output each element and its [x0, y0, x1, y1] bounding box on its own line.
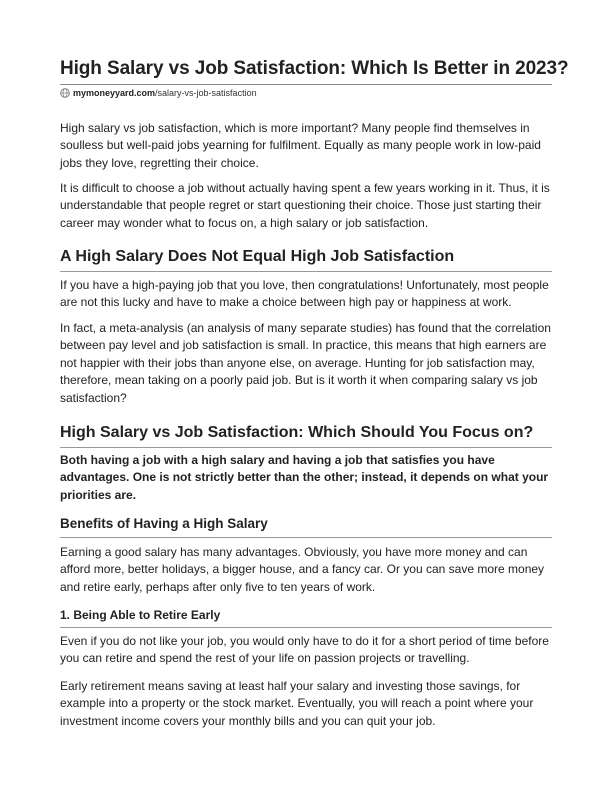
- intro-paragraph-1: High salary vs job satisfaction, which is more important? Many people find themselves in soulless but well-paid jobs yearning for fulfilment. Equally as many people work in low-paid jobs they love, regretting their choice.: [60, 121, 541, 170]
- section-heading: A High Salary Does Not Equal High Job Satisfaction: [60, 248, 455, 265]
- section2-summary: Both having a job with a high salary and having a job that satisfies you have advantages. One is not strictly better than the other; instead, it depends on what your priorities are.: [60, 453, 549, 502]
- section-divider: [60, 447, 552, 448]
- intro-paragraph-2: It is difficult to choose a job without actually having spent a few years working in it. Thus, it is understandable that people regret or start questioning their choice. Those just starting their career may wonder what to focus on, a high salary or job satisfaction.: [60, 181, 550, 230]
- section1-paragraph-1: If you have a high-paying job that you love, then congratulations! Unfortunately, most people are not this lucky and have to make a choice between high pay or happiness at work.: [60, 278, 549, 310]
- section1-paragraph-2: In fact, a meta-analysis (an analysis of many separate studies) has found that the correlation between pay level and job satisfaction is small. In practice, this means that high earners are not happier with their jobs than anyone else, on average. Hunting for job satisfaction may, therefore, mean taking on a poorly paid job. But is it worth it when comparing salary vs job satisfaction?: [60, 321, 551, 405]
- item-paragraph-2: Early retirement means saving at least half your salary and investing those savings, for example into a property or the stock market. Eventually, you will reach a point where your investment income covers your monthly bills and you can quit your job.: [60, 679, 534, 728]
- item-divider: [60, 627, 552, 628]
- source-link[interactable]: [60, 88, 257, 98]
- page-title: High Salary vs Job Satisfaction: Which Is Better in 2023?: [60, 58, 569, 79]
- title-divider: [60, 84, 552, 85]
- section-divider: [60, 271, 552, 272]
- subsection-paragraph: Earning a good salary has many advantages. Obviously, you have more money and can afford more, better holidays, a bigger house, and a fancy car. Or you can save more money and retire early, perhaps after only five to ten years of work.: [60, 545, 545, 594]
- item-heading: 1. Being Able to Retire Early: [60, 608, 221, 622]
- globe-icon: [60, 88, 70, 98]
- source-path: /salary-vs-job-satisfaction: [155, 88, 257, 98]
- section-heading: High Salary vs Job Satisfaction: Which Should You Focus on?: [60, 424, 534, 441]
- subsection-heading: Benefits of Having a High Salary: [60, 516, 268, 531]
- subsection-divider: [60, 537, 552, 538]
- source-domain: mymoneyyard.com: [73, 88, 156, 98]
- item-paragraph-1: Even if you do not like your job, you would only have to do it for a short period of time before you can retire and spend the rest of your life on passion projects or travelling.: [60, 634, 549, 666]
